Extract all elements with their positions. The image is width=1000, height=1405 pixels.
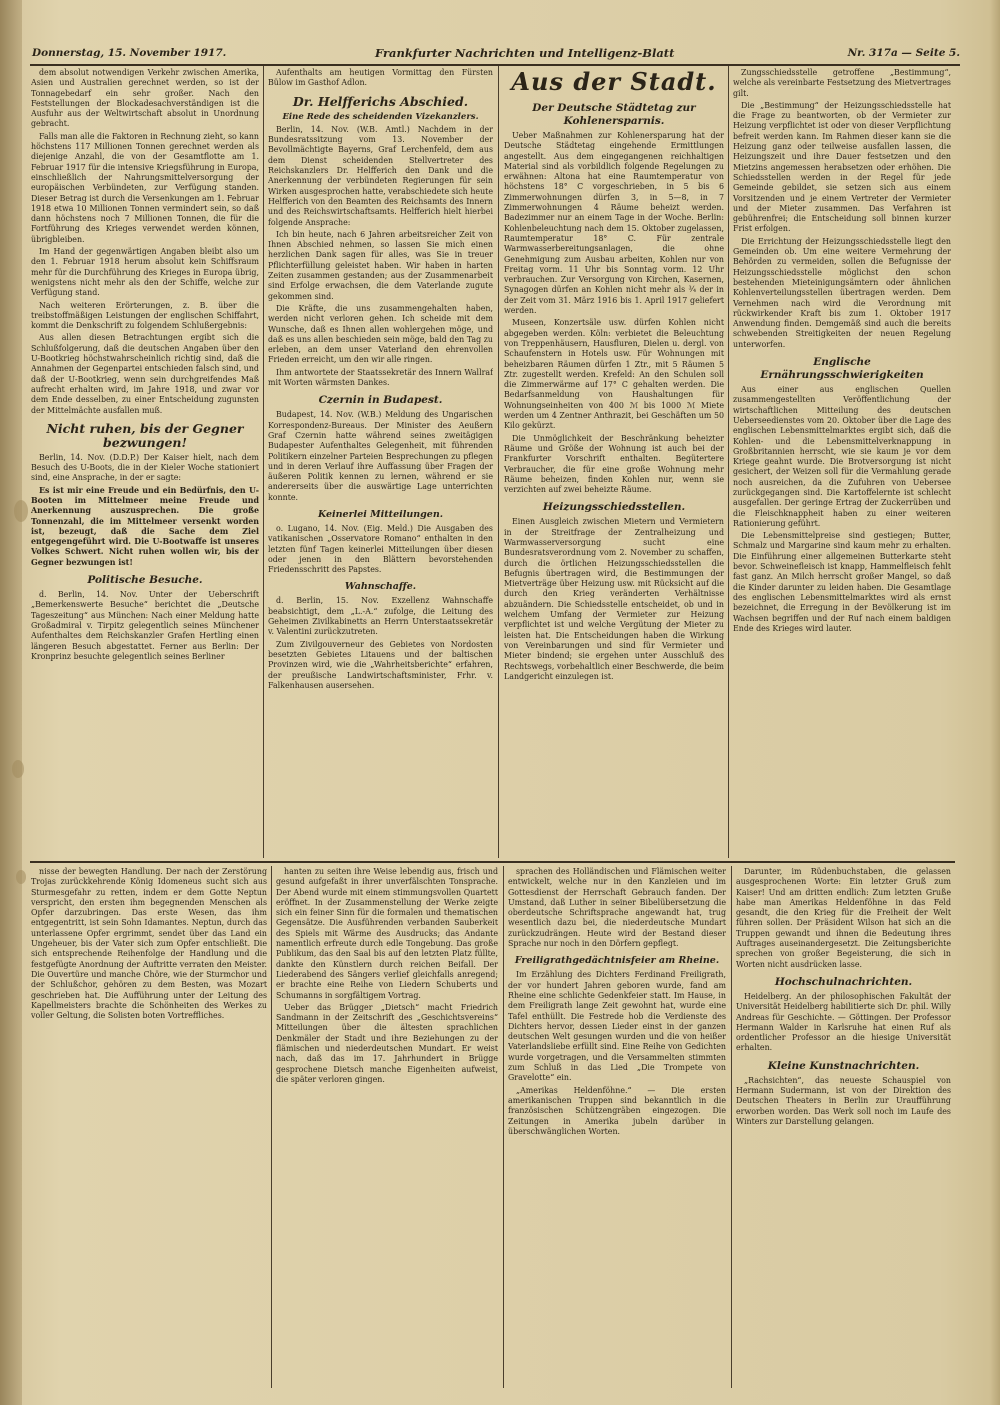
- column-3: [504, 66, 724, 858]
- paragraph: „Amerikas Heldenföhne.“ — Die ersten amerikanischen Truppen sind bekanntlich in die französischen Schützengräben eingezogen. Die Zeitungen in Amerika jubeln darüber in überschwänglichen Worten.: [508, 1085, 726, 1136]
- paragraph: Im Hand der gegenwärtigen Angaben bleibt also um den 1. Februar 1918 herum absolut kein Schiffsraum mehr für die Durchführung des Krieges in Europa übrig, wenigstens nicht mehr als den der Schiffe, welche zur Verfügung stand.: [31, 247, 259, 298]
- paragraph: Zungsschiedsstelle getroffene „Bestimmung“, welche als vereinbarte Festsetzung des Mietvertrages gilt.: [733, 68, 951, 98]
- paper-damage: [12, 760, 24, 778]
- article-headline: Englische Ernährungsschwierigkeiten: [760, 356, 924, 382]
- paragraph: Falls man alle die Faktoren in Rechnung zieht, so kann höchstens 117 Millionen Tonnen gerechnet werden als diejenige Anzahl, die von der Gesamtflotte am 1. Februar 1917 für die intensive Kriegsführung in Europa, einschließlich der Nahrungsmittelversorgung der europäischen Verbündeten, zur Verfügung standen. Dieser Betrag ist durch die Versenkungen am 1. Februar 1918 etwa 10 Millionen Tonnen vermindert sein, so daß dann höchstens noch 7 Millionen Tonnen, die für die Fortführung des Krieges verwendet werden können, übrigbleiben.: [31, 131, 259, 244]
- paragraph: Die Lebensmittelpreise sind gestiegen; Butter, Schmalz und Margarine sind kaum mehr zu erhalten. Die Einführung einer allgemeinen Butterkarte steht bevor. Schweinefleisch ist knapp, Hammelfleisch fehlt fast ganz. An Milch herrscht großer Mangel, so daß die Kinder darunter zu leiden haben. Die Gesamtlage des englischen Lebensmittelmarktes wird als ernst bezeichnet, die Erregung in der Bevölkerung ist im Wachsen begriffen und der Ruf nach einem baldigen Ende des Krieges wird lauter.: [733, 531, 951, 633]
- paragraph: nisse der bewegten Handlung. Der nach der Zerstörung Trojas zurückkehrende König Idomeneus sucht sich aus Sturmesgefahr zu retten, indem er dem Gotte Neptun verspricht, den ersten ihm begegnenden Menschen als Opfer darzubringen. Das erste Wesen, das ihm entgegentritt, ist sein Sohn Idamantes. Neptun, durch das unterlassene Opfer ergrimmt, sendet über das Land ein Ungeheuer, bis der Vater sich zum Opfer entschließt. Die sich entsprechende Reihenfolge der Handlung und die festgefügte Anordnung der Auftritte verraten den Meister. Die Ouvertüre und manche Chöre, wie der Sturmchor und der Schlußchor, gehören zu dem Besten, was Mozart geschrieben hat. Die Aufführung unter der Leitung des Kapellmeisters brachte die Schönheiten des Werkes zu voller Geltung, die Solisten boten Vortreffliches.: [31, 867, 267, 1021]
- paragraph: „Rachsichten“, das neueste Schauspiel von Hermann Sudermann, ist von der Direktion des Deutschen Theaters in Berlin zur Uraufführung erworben worden. Das Werk soll noch im Laufe des Winters zur Darstellung gelangen.: [736, 1075, 951, 1126]
- bottom-column-2: [276, 867, 498, 1387]
- paragraph: sprachen des Holländischen und Flämischen weiter entwickelt, welche nur in den Kanzleien und im Gottesdienst der Herrschaft Gebrauch fanden. Der Umstand, daß Luther in seiner Bibelübersetzung die oberdeutsche Schriftsprache angewandt hat, trug wesentlich dazu bei, die niederdeutsche Mundart zurückzudrängen. Heute wird der Bestand dieser Sprache nur noch in den Dörfern gepflegt.: [508, 867, 726, 949]
- article-headline: Nicht ruhen, bis der Gegner bezwungen!: [46, 420, 244, 450]
- masthead: [30, 44, 960, 66]
- article-headline: Keinerlei Mitteilungen.: [317, 508, 444, 520]
- article-headline: Heizungsschiedsstellen.: [542, 501, 686, 514]
- column-rule: [271, 866, 272, 1388]
- article-headline: Dr. Helfferichs Abschied.: [292, 93, 469, 109]
- paragraph: Ich bin heute, nach 6 Jahren arbeitsreicher Zeit von Ihnen Abschied nehmen, so lassen Sie mich einen herzlichen Dank sagen für alles, was Sie in treuer Pflichterfüllung geleistet haben. Wir haben in harten Zeiten zusammen gestanden; aus der Zusammenarbeit sind Erfolge erwachsen, die dem Vaterlande zugute gekommen sind.: [268, 229, 493, 301]
- issue-date: Donnerstag, 15. November 1917.: [32, 47, 227, 59]
- paragraph: Die Errichtung der Heizungsschiedsstelle liegt den Gemeinden ob. Um eine weitere Vermehrung der Behörden zu vermeiden, sollen die Befugnisse der Heizungsschiedsstelle möglichst den schon bestehenden Mieteinigungsämtern oder ähnlichen Kohlenverteilungsstellen übertragen werden. Dem Vernehmen nach wird die Verordnung mit rückwirkender Kraft bis zum 1. Oktober 1917 Anwendung finden. Demgemäß sind auch die bereits schwebenden Streitigkeiten der neuen Regelung unterworfen.: [733, 236, 951, 349]
- page-edge-stain: [0, 0, 22, 1405]
- paragraph: dem absolut notwendigen Verkehr zwischen Amerika, Asien und Australien gerechnet werden, so ist der Tonnagebedarf ein sehr großer. Nach den Feststellungen der Blockadesachverständigen ist die Ausfuhr aus der Weltwirtschaft absolut in Unordnung gebracht.: [31, 68, 259, 129]
- column-2: [268, 68, 493, 858]
- paragraph: Die „Bestimmung“ der Heizungsschiedsstelle hat die Frage zu beantworten, ob der Vermieter zur Heizung verpflichtet ist oder von dieser Verpflichtung befreit werden kann. Im Rahmen dieser kann sie die Heizung ganz oder teilweise ausfallen lassen, die Heizungszeit und ihre Dauer festsetzen und den Mietzins angemessen herabsetzen oder erhöhen. Die Schiedsstellen werden in der Regel für jede Gemeinde gebildet, sie setzen sich aus einem Vorsitzenden und je einem Vertreter der Vermieter und der Mieter zusammen. Das Verfahren ist gebührenfrei; die Entscheidung soll binnen kurzer Frist erfolgen.: [733, 100, 951, 234]
- paragraph: Die Kräfte, die uns zusammengehalten haben, werden nicht verloren gehen. Ich scheide mit dem Wunsche, daß es Ihnen allen wohlergehen möge, und daß es uns allen beschieden sein möge, bald den Tag zu erleben, an dem unser Vaterland den ehrenvollen Frieden erreicht, um den wir alle ringen.: [268, 303, 493, 365]
- paragraph: d. Berlin, 15. Nov. Exzellenz Wahnschaffe beabsichtigt, dem „L.-A.“ zufolge, die Leitung des Geheimen Zivilkabinetts an Herrn Unterstaatssekretär v. Valentini zurückzutreten.: [268, 596, 493, 637]
- article-headline: Freiligrathgedächtnisfeier am Rheine.: [514, 955, 720, 967]
- section-rule: [30, 861, 955, 863]
- paper-damage: [16, 870, 26, 884]
- issue-number: Nr. 317a — Seite 5.: [847, 47, 960, 59]
- paragraph: Es ist mir eine Freude und ein Bedürfnis, den U-Booten im Mittelmeer meine Freude und Anerkennung auszusprechen. Die große Tonnenzahl, die im Mittelmeer versenkt worden ist, bezeugt, daß die Sache dem Ziel entgegengeführt wird. Die U-Bootwaffe ist unseres Volkes Schwert. Nicht ruhen wollen wir, bis der Gegner bezwungen ist!: [31, 485, 259, 567]
- paragraph: Heidelberg. An der philosophischen Fakultät der Universität Heidelberg habilitierte sich Dr. phil. Willy Andreas für Geschichte. — Göttingen. Der Professor Hermann Walder in Karlsruhe hat einen Ruf als ordentlicher Professor an die hiesige Universität erhalten.: [736, 991, 951, 1053]
- column-4: [733, 68, 951, 858]
- paragraph: hanten zu seiten ihre Weise lebendig aus, frisch und gesund aufgefaßt in ihrer unverfälschten Tonsprache. Der Abend wurde mit einem stimmungsvollen Quartett eröffnet. In der Zusammenstellung der Werke zeigte sich ein feiner Sinn für die formalen und thematischen Gegensätze. Die Ausführenden verbanden Sauberkeit des Spiels mit Wärme des Ausdrucks; das Andante namentlich erfreute durch edle Tongebung. Das große Publikum, das den Saal bis auf den letzten Platz füllte, dankte den Künstlern durch reichen Beifall. Der Liederabend des Sängers verlief gleichfalls anregend; er brachte eine Reihe von Liedern Schuberts und Schumanns in sorgfältigem Vortrag.: [276, 867, 498, 1000]
- section-title: Aus der Stadt.: [511, 67, 717, 96]
- paragraph: Budapest, 14. Nov. (W.B.) Meldung des Ungarischen Korrespondenz-Bureaus. Der Minister des Aeußern Graf Czernin hatte während seines zweitägigen Budapester Aufenthaltes Gelegenheit, mit führenden Politikern einzelner Parteien Besprechungen zu pflegen und in deren Verlauf ihre Auffassung über Fragen der äußeren Politik kennen zu lernen, während er sie andererseits über die auswärtige Lage unterrichten konnte.: [268, 410, 493, 502]
- column-rule: [503, 866, 504, 1388]
- article-headline: Politische Besuche.: [87, 574, 203, 587]
- column-rule: [263, 66, 264, 858]
- article-headline: Der Deutsche Städtetag zur Kohlenersparnis.: [532, 102, 696, 127]
- paragraph: Aus einer aus englischen Quellen zusammengestellten Veröffentlichung der wirtschaftlichen Mitteilung des deutschen Ueberseedienstes vom 20. Oktober über die Lage des englischen Lebensmittelmarktes ergibt sich, daß die Kohlen- und die Lebensmittelverknappung in Großbritannien herrscht, wie sie kaum je vor dem Kriege geahnt wurde. Die Brotversorgung ist nicht gesichert, der Weizen soll für die Vermahlung gerade noch ausreichen, da die Zufuhren von Uebersee zurückgegangen sind. Die Kartoffelernte ist schlecht ausgefallen. Der geringe Ertrag der Zuckerrüben und die Fleischknappheit haben zu einer weiteren Rationierung geführt.: [733, 385, 951, 528]
- article-headline: Czernin in Budapest.: [318, 394, 443, 407]
- bottom-column-4: [736, 867, 951, 1387]
- column-rule: [728, 66, 729, 858]
- paragraph: Berlin, 14. Nov. (D.D.P.) Der Kaiser hielt, nach dem Besuch des U-Boots, die in der Kieler Woche stationiert sind, eine Ansprache, in der er sagte:: [31, 452, 259, 483]
- article-headline: Hochschulnachrichten.: [774, 975, 913, 988]
- paragraph: Einen Ausgleich zwischen Mietern und Vermietern in der Streitfrage der Zentralheizung und Warmwasserversorgung sucht eine Bundesratsverordnung vom 2. November zu schaffen, durch die örtlichen Heizungsschiedsstellen die Befugnis übertragen wird, die Bestimmungen der Mietverträge über Heizung usw. mit Rücksicht auf die durch den Krieg veränderten Verhältnisse abzuändern. Die Schiedsstelle entscheidet, ob und in welchem Umfang der Vermieter zur Heizung verpflichtet ist und welche Vergütung der Mieter zu leisten hat. Die Entscheidungen haben die Wirkung von Vereinbarungen und sind für Vermieter und Mieter bindend; sie ergehen unter Ausschluß des Rechtswegs, vorbehaltlich einer Beschwerde, die beim Landgericht einzulegen ist.: [504, 517, 724, 681]
- paragraph: Darunter, im Rüdenbuchstaben, die gelassen ausgesprochenen Worte: Ein letzter Gruß zum Kaiser! Und am dritten endlich: Zum letzten Gruße habe man Amerikas Heldenföhne in das Feld gesandt, die den Krieg für die Freiheit der Welt führen sollen. Der Präsident Wilson hat sich an die Truppen gewandt und ihnen die Bedeutung ihres Auftrages auseinandergesetzt. Die Zeitungsberichte sprechen von großer Begeisterung, die sich in Worten nicht ausdrücken lasse.: [736, 867, 951, 969]
- column-1: [31, 68, 259, 858]
- bottom-column-1: [31, 867, 267, 1387]
- paper-damage: [14, 500, 28, 522]
- paragraph: d. Berlin, 14. Nov. Unter der Ueberschrift „Bemerkenswerte Besuche“ berichtet die „Deutsche Tageszeitung“ aus München: Nach einer Meldung hatte Großadmiral v. Tirpitz gelegentlich seines Münchener Aufenthaltes dem Reichskanzler Grafen Hertling einen längeren Besuch abgestattet. Ferner aus Berlin: Der Kronprinz besuchte gelegentlich seines Berliner: [31, 590, 259, 661]
- article-headline: Kleine Kunstnachrichten.: [767, 1059, 920, 1072]
- paragraph: Ueber das Brügger „Dietsch“ macht Friedrich Sandmann in der Zeitschrift des „Geschichtsvereins“ Mitteilungen über die ältesten sprachlichen Denkmäler der Stadt und ihre Beziehungen zu der flämischen und niederdeutschen Mundart. Er weist nach, daß das im 17. Jahrhundert in Brügge gesprochene Dietsch manche Eigenheiten aufweist, die später verloren gingen.: [276, 1002, 498, 1084]
- paragraph: Museen, Konzertsäle usw. dürfen Kohlen nicht abgegeben werden. Köln: verbietet die Beleuchtung von Treppenhäusern, Hausfluren, Dielen u. dergl. von Schaufenstern in Hotels usw. Für Wohnungen mit beheizbaren Räumen dürfen 1 Ztr., mit 5 Räumen 5 Ztr. zugestellt werden. Krefeld: An den Schulen soll die Zimmerwärme auf 17° C gehalten werden. Die Bedarfsanmeldung von Haushaltungen für Wohnungseinheiten von 400 ℳ bis 1000 ℳ Miete werden um 4 Zentner Anthrazit, bei Geschäften um 50 Kilo gekürzt.: [504, 318, 724, 431]
- article-subheadline: Eine Rede des scheidenden Vizekanzlers.: [282, 111, 479, 122]
- paragraph: Berlin, 14. Nov. (W.B. Amtl.) Nachdem in der Bundesratssitzung vom 13. November der Bevollmächtigte Bayerns, Graf Lerchenfeld, dem aus dem Dienst scheidenden Stellvertreter des Reichskanzlers Dr. Helfferich den Dank und die Anerkennung der verbündeten Regierungen für sein Wirken ausgesprochen hatte, verabschiedete sich heute Helfferich von den Beamten des Reichsamts des Innern und des Reichswirtschaftsamts. Helfferich hielt hierbei folgende Ansprache:: [268, 124, 493, 227]
- column-rule: [498, 66, 499, 858]
- paragraph: Ueber Maßnahmen zur Kohlenersparung hat der Deutsche Städtetag eingehende Ermittlungen angestellt. Aus dem eingegangenen reichhaltigen Material sind als vorbildlich folgende Regelungen zu erwähnen: Altona hat eine Raumtemperatur von höchstens 18° C vorgeschrieben, in 5 bis 6 Zimmerwohnungen dürfen 3, in 5—8, in 7 Zimmerwohnungen 4 Räume beheizt werden. Badezimmer nur an einem Tage in der Woche. Berlin: Kohlenbeleuchtung nach dem 15. Oktober zugelassen, Raumtemperatur 18° C. Für zentrale Warmwasserbereitungsanlagen, die ohne Genehmigung zum Ausbau arbeiten, Kohlen nur von Freitag vorm. 11 Uhr bis Sonntag vorm. 12 Uhr verbrauchen. Zur Versorgung von Kirchen, Kasernen, Synagogen dürfen an Kohlen nicht mehr als ¾ der in der Zeit vom 31. März 1916 bis 1. April 1917 geliefert werden.: [504, 131, 724, 316]
- bottom-column-3: [508, 867, 726, 1387]
- newspaper-title: Frankfurter Nachrichten und Intelligenz-Blatt: [375, 46, 675, 60]
- paragraph: Aus allen diesen Betrachtungen ergibt sich die Schlußfolgerung, daß die deutschen Angaben über den U-Bootkrieg höchstwahrscheinlich richtig sind, daß die Annahmen der Gegenpartei entschieden falsch sind, und daß der U-Bootkrieg, wenn sein durchgreifendes Maß aufrecht erhalten wird, im Jahre 1918, und zwar vor dem Ende desselben, zu einer Entscheidung zugunsten der Mittelmächte ausfallen muß.: [31, 333, 259, 415]
- paragraph: Nach weiteren Erörterungen, z. B. über die treibstoffmäßigen Leistungen der englischen Schiffahrt, kommt die Denkschrift zu folgendem Schlußergebnis:: [31, 300, 259, 331]
- paragraph: Aufenthalts am heutigen Vormittag den Fürsten Bülow im Gasthof Adlon.: [268, 68, 493, 88]
- paragraph: Ihm antwortete der Staatssekretär des Innern Wallraf mit Worten wärmsten Dankes.: [268, 367, 493, 388]
- paragraph: Zum Zivilgouverneur des Gebietes von Nordosten besetzten Gebietes Litauens und der baltischen Provinzen wird, wie die „Wahrheitsberichte“ erfahren, der preußische Landwirtschaftsminister, Frhr. v. Falkenhausen ausersehen.: [268, 639, 493, 690]
- column-rule: [731, 866, 732, 1388]
- article-headline: Wahnschaffe.: [344, 581, 417, 593]
- paragraph: o. Lugano, 14. Nov. (Eig. Meld.) Die Ausgaben des vatikanischen „Osservatore Romano“ enthalten in den letzten fünf Tagen keinerlei Mitteilungen über diesen oder jenen in den Blättern bevorstehenden Friedensschritt des Papstes.: [268, 523, 493, 575]
- paragraph: Im Erzählung des Dichters Ferdinand Freiligrath, der vor hundert Jahren geboren wurde, fand am Rheine eine schlichte Gedenkfeier statt. Im Hause, in dem Freiligrath lange Zeit gewohnt hat, wurde eine Tafel enthüllt. Die Festrede hob die Verdienste des Dichters hervor, dessen Lieder einst in der ganzen deutschen Welt gesungen wurden und die von heißer Vaterlandsliebe erfüllt sind. Eine Reihe von Gedichten wurde vorgetragen, und die Versammelten stimmten zum Schluß in das Lied „Die Trompete von Gravelotte“ ein.: [508, 970, 726, 1083]
- paragraph: Die Unmöglichkeit der Beschränkung beheizter Räume und Größe der Wohnung ist auch bei der Frankfurter Vorschrift enthalten. Begütertere Verbraucher, die für eine große Wohnung mehr Räume beheizen, finden Kohlen nur, wenn sie verzichten auf zwei beheizte Räume.: [504, 433, 724, 495]
